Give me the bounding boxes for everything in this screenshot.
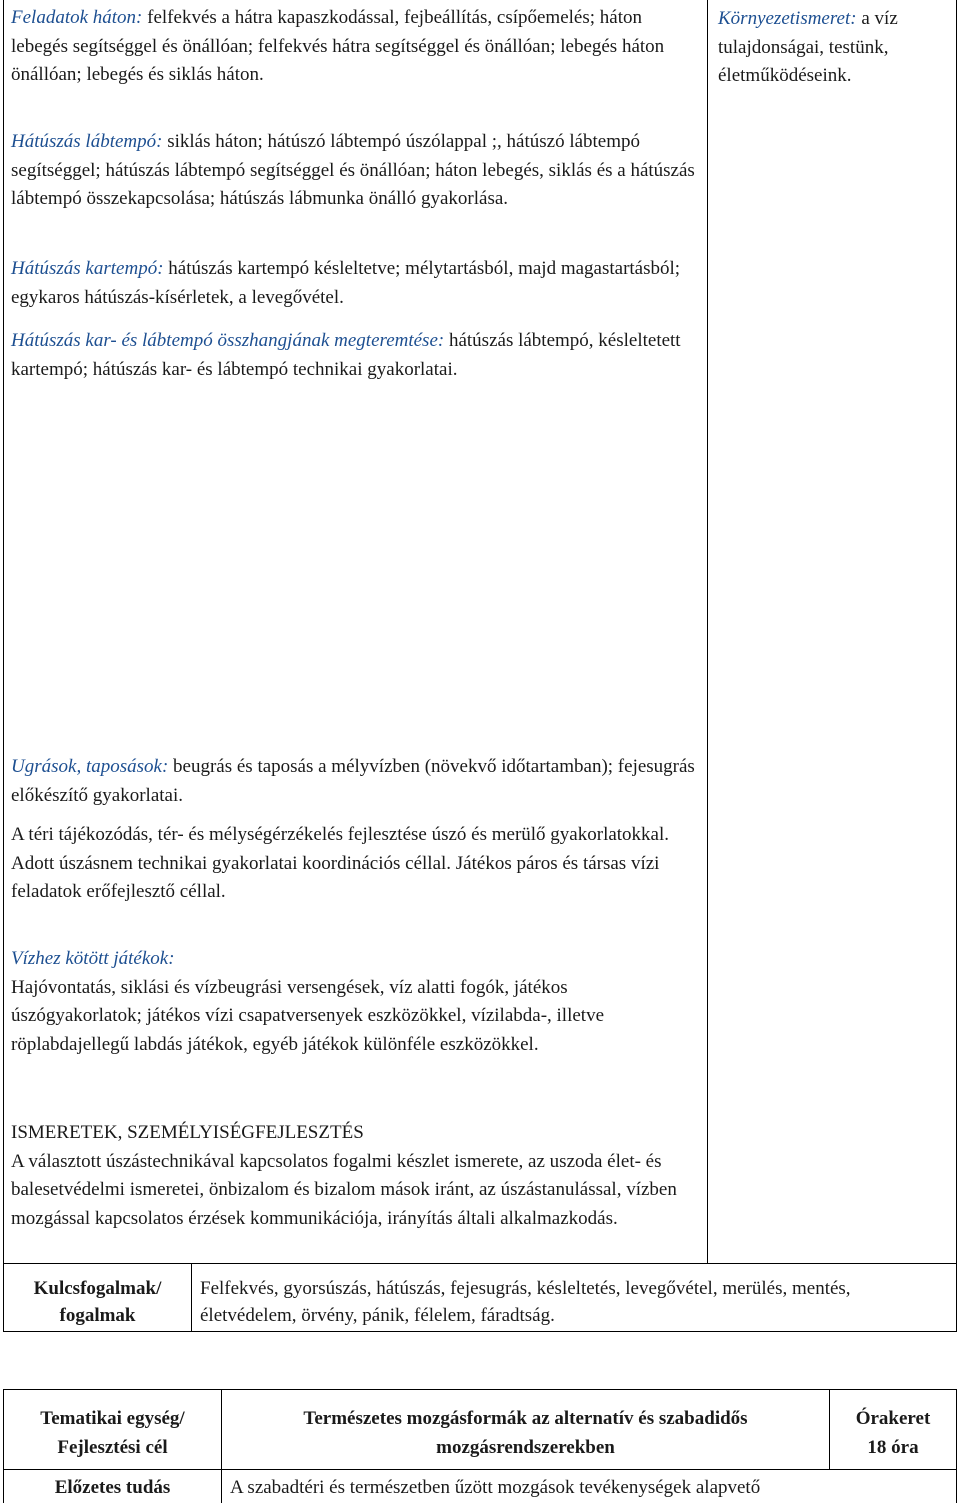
keywords-text: Felfekvés, gyorsúszás, hátúszás, fejesugrás, késleltetés, levegővétel, merülés, mentés, életvédelem, örvény, pánik, félelem, fáradtság. [200, 1278, 851, 1326]
paragraph-text: felfekvés a hátra kapaszkodással, fejbeállítás, csípőemelés; háton lebegés segítséggel és önállóan; felfekvés hátra segítséggel és önállóan; lebegés háton önállóan; lebegés és siklás háton. [11, 7, 665, 85]
term-label: Környezetismeret: [718, 8, 857, 29]
paragraph-text: A téri tájékozódás, tér- és mélységérzékelés fejlesztése úszó és merülő gyakorlatokkal. Adott úszásnem technikai gyakorlatai koordinációs céllal. Játékos páros és társas vízi feladatok erőfejlesztő céllal. [11, 824, 670, 902]
paragraph-text: siklás háton; hátúszó lábtempó úszólappal ;, hátúszó lábtempó segítséggel; hátúszás lábtempó segítséggel és önállóan; háton lebegés, siklás és a hátúszás lábtempó összekapcsolása; hátúszás lábmunka önálló gyakorlása. [11, 131, 695, 209]
term-label: Hátúszás lábtempó: [11, 131, 163, 152]
lower-table-top-border [3, 1389, 957, 1390]
keywords-label: Kulcsfogalmak/ fogalmak [33, 1278, 162, 1326]
thematic-unit-label: Tematikai egység/ Fejlesztési cél [40, 1408, 185, 1458]
jumps-paragraph [11, 753, 699, 810]
section-heading: ISMERETEK, SZEMÉLYISÉGFEJLESZTÉS [11, 1122, 364, 1143]
lower-table-right-border [956, 1389, 957, 1503]
upper-table-bottom-border [3, 1331, 957, 1332]
term-label: Hátúszás kar- és lábtempó összhangjának megteremtése: [11, 330, 445, 351]
prior-knowledge-label: Előzetes tudás [54, 1477, 171, 1498]
upper-table-left-border [3, 0, 4, 1332]
paragraph-text: beugrás és taposás a mélyvízben (növekvő időtartamban); fejesugrás előkészítő gyakorlatai. [11, 756, 695, 806]
knowledge-paragraph [11, 1119, 699, 1233]
prior-knowledge-text: A szabadtéri és természetben űzött mozgások tevékenységek alapvető [230, 1477, 761, 1498]
paragraph-text: hátúszás kartempó késleltetve; mélytartásból, majd magastartásból; egykaros hátúszás-kísérletek, a levegővétel. [11, 258, 681, 308]
backstroke-coordination-paragraph [11, 327, 699, 384]
term-label: Feladatok háton: [11, 7, 143, 28]
lower-table-row-border [3, 1469, 957, 1470]
term-label: Vízhez kötött játékok: [11, 948, 175, 969]
backstroke-arm-paragraph [11, 255, 699, 312]
keywords-row-top-border [3, 1263, 957, 1264]
paragraph-text: A választott úszástechnikával kapcsolatos fogalmi készlet ismerete, az uszoda élet- és balesetvédelmi ismeretei, önbizalom és bizalom mások iránt, az úszástanulással, vízben mozgással kapcsolatos érzések kommunikációja, irányítás általi alkalmazkodás. [11, 1150, 677, 1229]
backstroke-leg-paragraph [11, 128, 699, 214]
cross-curricular-text: a víz tulajdonságai, testünk, életműködéseink. [718, 8, 898, 86]
paragraph-text: hátúszás lábtempó, késleltetett kartempó; hátúszás kar- és lábtempó technikai gyakorlatai. [11, 330, 681, 380]
term-label: Ugrások, taposások: [11, 756, 169, 777]
task-paragraph-back [11, 4, 699, 90]
keywords-row-inner-border [191, 1263, 192, 1332]
water-games-paragraph [11, 945, 699, 1059]
term-label: Hátúszás kartempó: [11, 258, 164, 279]
thematic-unit-title: Természetes mozgásformák az alternatív és szabadidős mozgásrendszerekben [303, 1408, 748, 1458]
upper-table-right-border [956, 0, 957, 1332]
paragraph-text: Hajóvontatás, siklási és vízbeugrási versengések, víz alatti fogók, játékos úszógyakorlatok; játékos vízi csapatversenyek eszközökkel, vízilabda-, illetve röplabdajellegű labdás játékok, egyéb játékok különféle eszközökkel. [11, 976, 605, 1055]
orientation-paragraph [11, 821, 699, 907]
upper-table-mid-border [707, 0, 708, 1263]
hours-value: 18 óra [867, 1437, 919, 1458]
hours-label: Órakeret [855, 1408, 931, 1429]
cross-curricular-cell [718, 5, 948, 91]
